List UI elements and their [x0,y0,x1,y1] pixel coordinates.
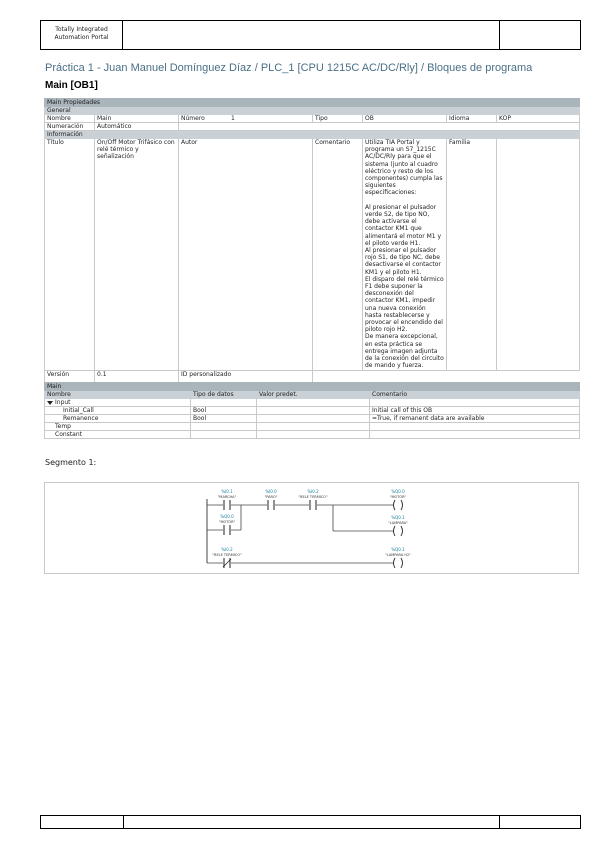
contact-motor [219,514,236,535]
empty-cell [370,399,580,407]
ladder-network [44,482,579,574]
variable-default [257,407,370,415]
coil-symbol: "LAMPARA" [388,521,408,525]
version-label: Versión [45,370,95,386]
tipo-value: OB [363,115,447,123]
variable-comment: =True, if remanent data are available [370,415,580,423]
column-header-comentario: Comentario [370,391,580,399]
contact-symbol: "MARCHA" [217,495,237,499]
table-row [45,407,580,415]
properties-row [45,123,580,131]
empty-cell [257,399,370,407]
idioma-label: Idioma [447,115,497,123]
app-name-line1: Totally Integrated [55,26,108,33]
familia-value [497,139,580,371]
contact-marcha [218,489,237,510]
column-header-nombre: Nombre [45,391,191,399]
variable-name: Initial_Call [45,407,191,415]
comentario-label: Comentario [313,139,363,371]
coil-symbol: "MOTOR" [389,495,407,499]
table-row [45,423,580,431]
empty-cell [370,431,580,439]
coil-lampara-h2 [385,547,411,568]
ladder-diagram [45,483,578,573]
footer-left-cell [41,816,124,828]
titulo-value: On/Off Motor Trifásico con relé térmico y señalización [95,139,179,371]
informacion-section: Información [45,131,580,139]
input-group[interactable] [45,399,191,407]
general-section: General [45,107,580,115]
column-header-tipo: Tipo de datos [191,391,257,399]
contact-paro [265,489,278,510]
table-row [45,415,580,423]
contact-address: %I0.1 [221,489,233,494]
empty-cell [257,431,370,439]
properties-row [45,115,580,123]
contact-rele-termico-nc [212,547,242,568]
numeracion-label: Numeración [45,123,95,131]
version-value: 0.1 [95,370,179,386]
empty-cell [191,399,257,407]
properties-section: Main Propiedades [45,99,580,107]
variable-name: Remanence [45,415,191,423]
footer-right-cell [500,816,580,828]
coil-motor [390,489,407,510]
coil-address: %Q0.0 [391,489,405,494]
contact-address: %Q0.0 [220,514,234,519]
header-middle-cell [123,21,500,49]
contact-symbol: "MOTOR" [218,520,236,524]
tipo-label: Tipo [313,115,363,123]
variable-comment: Initial call of this OB [370,407,580,415]
nombre-value: Main [95,115,179,123]
page-footer [40,815,581,829]
table-row [45,431,580,439]
numero-cell [179,115,313,123]
expand-triangle-icon[interactable] [47,401,53,405]
nombre-label: Nombre [45,115,95,123]
properties-row [45,139,580,371]
column-header-valor: Valor predet. [257,391,370,399]
numero-value: 1 [231,115,235,122]
familia-label: Familia [447,139,497,371]
empty-cell [370,423,580,431]
id-label: ID personalizado [179,370,313,386]
empty-cell [191,423,257,431]
interface-table [44,382,580,439]
properties-table [44,98,580,387]
coil-address: %Q0.1 [391,515,405,520]
header-right-cell [500,21,580,49]
coil-address: %Q0.1 [391,547,405,552]
contact-symbol: "RELE TERMICO" [212,553,242,557]
variable-default [257,415,370,423]
contact-address: %I0.2 [307,489,319,494]
temp-label: Temp [45,423,191,431]
table-row [45,399,580,407]
idioma-value: KOP [497,115,580,123]
comentario-value: Utiliza TIA Portal y programa un S7_1215C AC/DC/Rly para que el sistema (junto al cuadro eléctrico y resto de los componentes) cumpla las siguientes especificaciones: Al presionar el pulsador verde S2, de tipo NO, debe activarse el contactor KM1 que alimentará el motor M1 y el piloto verde H1. Al presionar el pulsador rojo S1, de tipo NC, debe desactivarse el contactor KM1 y el piloto H1. El disparo del relé térmico F1 debe suponer la desconexión del contactor KM1, impedir una nueva conexión hasta restablecerse y provocar el encendido del piloto rojo H2. De manera excepcional, en esta práctica se entrega imagen adjunta de la conexión del circuito de mando y fuerza. [363,139,447,371]
variable-type: Bool [191,415,257,423]
app-name-line2: Automation Portal [54,34,109,41]
contact-symbol: "RELE TERMICO" [298,495,328,499]
footer-middle-cell [124,816,500,828]
interface-section: Main [45,383,580,391]
empty-cell [179,123,580,131]
variable-type: Bool [191,407,257,415]
coil-symbol: "LAMPARA H2" [385,553,411,557]
constant-label: Constant [45,431,191,439]
contact-address: %I0.2 [221,547,233,552]
numero-label: Número [181,115,205,122]
empty-cell [257,423,370,431]
app-name [41,21,123,49]
coil-lampara [388,515,408,536]
page-header [40,20,581,50]
contact-symbol: "PARO" [264,495,278,499]
titulo-label: Título [45,139,95,371]
autor-label: Autor [179,139,313,371]
input-label: Input [55,399,71,406]
block-title: Main [OB1] [45,80,98,91]
contact-address: %I0.0 [265,489,277,494]
segment-label: Segmento 1: [45,458,97,467]
page-title: Práctica 1 - Juan Manuel Domínguez Díaz / PLC_1 [CPU 1215C AC/DC/Rly] / Bloques de programa [45,62,533,74]
empty-cell [191,431,257,439]
contact-rele-termico [298,489,328,510]
numeracion-value: Automático [95,123,179,131]
